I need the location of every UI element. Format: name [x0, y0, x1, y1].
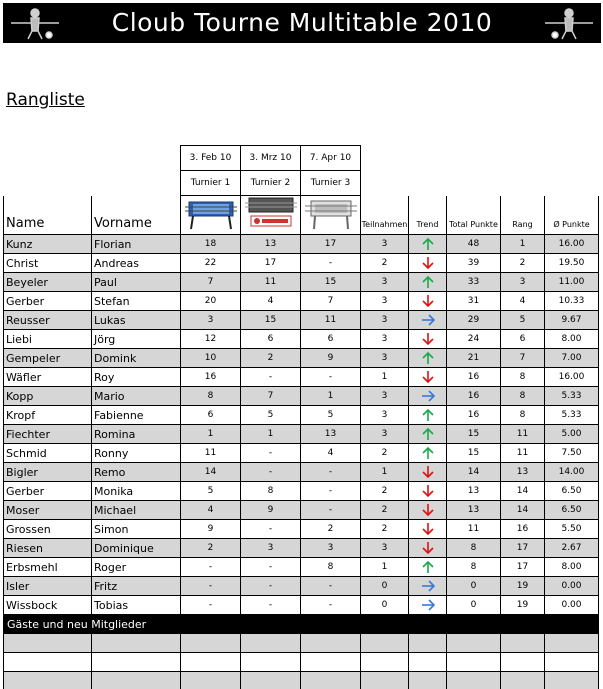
guests-section-label: Gäste und neu Mitglieder	[4, 615, 599, 634]
empty-cell	[92, 653, 181, 672]
score-turnier-2: -	[241, 463, 301, 482]
teilnahmen-value: 3	[361, 406, 409, 425]
score-turnier-2: -	[241, 577, 301, 596]
player-surname: Moser	[4, 501, 92, 520]
player-firstname: Remo	[92, 463, 181, 482]
score-turnier-1: 22	[181, 254, 241, 273]
rank-value: 5	[501, 311, 545, 330]
average-points-value: 9.67	[545, 311, 599, 330]
table-row	[4, 539, 599, 558]
total-points-value: 21	[447, 349, 501, 368]
trend-cell	[409, 539, 447, 558]
player-surname: Gempeler	[4, 349, 92, 368]
score-turnier-2: -	[241, 368, 301, 387]
teilnahmen-value: 3	[361, 330, 409, 349]
arrow-up-icon	[421, 275, 435, 289]
player-firstname: Andreas	[92, 254, 181, 273]
score-turnier-1: -	[181, 596, 241, 615]
score-turnier-1: 7	[181, 273, 241, 292]
total-points-value: 0	[447, 596, 501, 615]
empty-cell	[501, 672, 545, 689]
empty-cell	[92, 672, 181, 689]
empty-row	[4, 634, 599, 653]
empty-cell	[409, 672, 447, 689]
average-points-value: 16.00	[545, 235, 599, 254]
table-row	[4, 254, 599, 273]
rank-value: 16	[501, 520, 545, 539]
column-header-trend: Trend	[409, 196, 447, 235]
arrow-down-icon	[421, 332, 435, 346]
score-turnier-1: 20	[181, 292, 241, 311]
arrow-down-icon	[421, 522, 435, 536]
table-row	[4, 577, 599, 596]
trend-cell	[409, 558, 447, 577]
arrow-down-icon	[421, 256, 435, 270]
score-turnier-2: -	[241, 520, 301, 539]
player-firstname: Roger	[92, 558, 181, 577]
score-turnier-2: 9	[241, 501, 301, 520]
trend-cell	[409, 330, 447, 349]
average-points-value: 8.00	[545, 330, 599, 349]
teilnahmen-value: 3	[361, 311, 409, 330]
score-turnier-3: -	[301, 368, 361, 387]
tournament-name: Turnier 2	[241, 171, 301, 196]
teilnahmen-value: 0	[361, 596, 409, 615]
tournament-name: Turnier 1	[181, 171, 241, 196]
trend-cell	[409, 235, 447, 254]
average-points-value: 0.00	[545, 596, 599, 615]
table-row	[4, 406, 599, 425]
table-row	[4, 311, 599, 330]
score-turnier-2: 3	[241, 539, 301, 558]
player-surname: Schmid	[4, 444, 92, 463]
average-points-value: 0.00	[545, 577, 599, 596]
score-turnier-3: -	[301, 482, 361, 501]
table-row	[4, 425, 599, 444]
arrow-down-icon	[421, 484, 435, 498]
score-turnier-1: 3	[181, 311, 241, 330]
average-points-value: 19.50	[545, 254, 599, 273]
trend-cell	[409, 425, 447, 444]
score-turnier-3: 2	[301, 520, 361, 539]
score-turnier-1: 18	[181, 235, 241, 254]
trend-cell	[409, 501, 447, 520]
trend-cell	[409, 482, 447, 501]
arrow-right-icon	[421, 389, 435, 403]
rank-value: 8	[501, 368, 545, 387]
average-points-value: 16.00	[545, 368, 599, 387]
arrow-up-icon	[421, 560, 435, 574]
trend-cell	[409, 520, 447, 539]
average-points-value: 5.33	[545, 406, 599, 425]
player-surname: Gerber	[4, 292, 92, 311]
teilnahmen-value: 0	[361, 577, 409, 596]
total-points-value: 14	[447, 463, 501, 482]
total-points-value: 8	[447, 558, 501, 577]
total-points-value: 13	[447, 501, 501, 520]
teilnahmen-value: 3	[361, 539, 409, 558]
rank-value: 7	[501, 349, 545, 368]
player-surname: Riesen	[4, 539, 92, 558]
foosball-table-icon	[305, 196, 357, 230]
rank-value: 11	[501, 444, 545, 463]
total-points-value: 48	[447, 235, 501, 254]
score-turnier-3: 9	[301, 349, 361, 368]
score-turnier-1: 2	[181, 539, 241, 558]
arrow-up-icon	[421, 427, 435, 441]
average-points-value: 6.50	[545, 501, 599, 520]
empty-cell	[409, 634, 447, 653]
empty-cell	[361, 634, 409, 653]
empty-cell	[545, 634, 599, 653]
player-firstname: Paul	[92, 273, 181, 292]
total-points-value: 39	[447, 254, 501, 273]
empty-cell	[301, 653, 361, 672]
teilnahmen-value: 1	[361, 463, 409, 482]
empty-cell	[4, 634, 92, 653]
score-turnier-3: -	[301, 463, 361, 482]
teilnahmen-value: 1	[361, 558, 409, 577]
player-surname: Liebi	[4, 330, 92, 349]
total-points-value: 8	[447, 539, 501, 558]
player-surname: Gerber	[4, 482, 92, 501]
arrow-up-icon	[421, 237, 435, 251]
empty-cell	[501, 653, 545, 672]
trend-cell	[409, 349, 447, 368]
teilnahmen-value: 2	[361, 482, 409, 501]
empty-cell	[301, 672, 361, 689]
rank-value: 3	[501, 273, 545, 292]
player-surname: Kopp	[4, 387, 92, 406]
table-image-cell	[301, 196, 361, 235]
teilnahmen-value: 3	[361, 425, 409, 444]
table-row	[4, 235, 599, 254]
tournament-date: 3. Feb 10	[181, 146, 241, 171]
total-points-value: 16	[447, 368, 501, 387]
table-row	[4, 368, 599, 387]
player-firstname: Lukas	[92, 311, 181, 330]
player-surname: Kunz	[4, 235, 92, 254]
score-turnier-3: 1	[301, 387, 361, 406]
teilnahmen-value: 1	[361, 368, 409, 387]
table-row	[4, 482, 599, 501]
average-points-value: 10.33	[545, 292, 599, 311]
player-firstname: Michael	[92, 501, 181, 520]
empty-cell	[447, 634, 501, 653]
player-firstname: Jörg	[92, 330, 181, 349]
teilnahmen-value: 2	[361, 520, 409, 539]
rank-value: 11	[501, 425, 545, 444]
arrow-down-icon	[421, 370, 435, 384]
foosball-table-icon	[245, 196, 297, 230]
trend-cell	[409, 273, 447, 292]
table-row	[4, 501, 599, 520]
score-turnier-3: -	[301, 501, 361, 520]
arrow-right-icon	[421, 313, 435, 327]
table-row	[4, 292, 599, 311]
total-points-value: 33	[447, 273, 501, 292]
empty-cell	[501, 634, 545, 653]
total-points-value: 29	[447, 311, 501, 330]
arrow-right-icon	[421, 579, 435, 593]
empty-cell	[361, 672, 409, 689]
player-surname: Erbsmehl	[4, 558, 92, 577]
trend-cell	[409, 387, 447, 406]
empty-row	[4, 653, 599, 672]
player-firstname: Stefan	[92, 292, 181, 311]
player-firstname: Florian	[92, 235, 181, 254]
teilnahmen-value: 3	[361, 387, 409, 406]
player-surname: Wissbock	[4, 596, 92, 615]
teilnahmen-value: 3	[361, 292, 409, 311]
score-turnier-3: -	[301, 596, 361, 615]
player-surname: Wäfler	[4, 368, 92, 387]
player-surname: Isler	[4, 577, 92, 596]
arrow-down-icon	[421, 541, 435, 555]
score-turnier-3: 6	[301, 330, 361, 349]
average-points-value: 7.50	[545, 444, 599, 463]
score-turnier-2: 4	[241, 292, 301, 311]
tournament-date: 3. Mrz 10	[241, 146, 301, 171]
score-turnier-2: 6	[241, 330, 301, 349]
score-turnier-3: 5	[301, 406, 361, 425]
trend-cell	[409, 577, 447, 596]
total-points-value: 11	[447, 520, 501, 539]
score-turnier-1: 12	[181, 330, 241, 349]
teilnahmen-value: 2	[361, 254, 409, 273]
tournament-date: 7. Apr 10	[301, 146, 361, 171]
table-row	[4, 330, 599, 349]
empty-cell	[301, 634, 361, 653]
score-turnier-2: 5	[241, 406, 301, 425]
empty-cell	[409, 653, 447, 672]
trend-cell	[409, 444, 447, 463]
score-turnier-2: 2	[241, 349, 301, 368]
empty-cell	[447, 672, 501, 689]
trend-cell	[409, 596, 447, 615]
table-row	[4, 558, 599, 577]
average-points-value: 8.00	[545, 558, 599, 577]
average-points-value: 5.00	[545, 425, 599, 444]
score-turnier-3: 15	[301, 273, 361, 292]
player-surname: Christ	[4, 254, 92, 273]
score-turnier-3: -	[301, 254, 361, 273]
score-turnier-2: -	[241, 444, 301, 463]
score-turnier-1: -	[181, 558, 241, 577]
teilnahmen-value: 2	[361, 444, 409, 463]
player-firstname: Roy	[92, 368, 181, 387]
score-turnier-2: 7	[241, 387, 301, 406]
score-turnier-2: 17	[241, 254, 301, 273]
tournament-name: Turnier 3	[301, 171, 361, 196]
score-turnier-1: 1	[181, 425, 241, 444]
teilnahmen-value: 3	[361, 273, 409, 292]
arrow-up-icon	[421, 408, 435, 422]
rank-value: 1	[501, 235, 545, 254]
rank-value: 17	[501, 558, 545, 577]
score-turnier-3: 11	[301, 311, 361, 330]
column-header-total: Total Punkte	[447, 196, 501, 235]
player-surname: Beyeler	[4, 273, 92, 292]
score-turnier-2: -	[241, 596, 301, 615]
empty-cell	[241, 653, 301, 672]
average-points-value: 6.50	[545, 482, 599, 501]
column-header-teilnahmen: Teilnahmen	[361, 196, 409, 235]
rank-value: 19	[501, 596, 545, 615]
table-row	[4, 520, 599, 539]
rank-value: 13	[501, 463, 545, 482]
trend-cell	[409, 463, 447, 482]
rank-value: 17	[501, 539, 545, 558]
table-image-cell	[181, 196, 241, 235]
average-points-value: 2.67	[545, 539, 599, 558]
column-header-avg: Ø Punkte	[545, 196, 599, 235]
empty-cell	[92, 634, 181, 653]
player-surname: Grossen	[4, 520, 92, 539]
player-surname: Kropf	[4, 406, 92, 425]
empty-cell	[241, 672, 301, 689]
average-points-value: 5.50	[545, 520, 599, 539]
table-row	[4, 349, 599, 368]
table-row	[4, 387, 599, 406]
player-firstname: Dominique	[92, 539, 181, 558]
total-points-value: 0	[447, 577, 501, 596]
rank-value: 14	[501, 501, 545, 520]
player-surname: Fiechter	[4, 425, 92, 444]
table-row	[4, 596, 599, 615]
player-firstname: Domink	[92, 349, 181, 368]
arrow-right-icon	[421, 598, 435, 612]
player-surname: Reusser	[4, 311, 92, 330]
player-firstname: Fritz	[92, 577, 181, 596]
table-row	[4, 273, 599, 292]
table-row	[4, 444, 599, 463]
score-turnier-1: 11	[181, 444, 241, 463]
rank-value: 8	[501, 406, 545, 425]
score-turnier-1: 5	[181, 482, 241, 501]
player-firstname: Mario	[92, 387, 181, 406]
empty-cell	[4, 672, 92, 689]
section-heading: Rangliste	[6, 90, 85, 110]
foosball-table-icon	[185, 196, 237, 230]
foosball-player-logo-icon	[543, 5, 595, 41]
player-surname: Bigler	[4, 463, 92, 482]
teilnahmen-value: 3	[361, 235, 409, 254]
empty-cell	[545, 672, 599, 689]
score-turnier-2: -	[241, 558, 301, 577]
player-firstname: Fabienne	[92, 406, 181, 425]
total-points-value: 15	[447, 425, 501, 444]
total-points-value: 15	[447, 444, 501, 463]
score-turnier-1: 9	[181, 520, 241, 539]
player-firstname: Simon	[92, 520, 181, 539]
score-turnier-2: 15	[241, 311, 301, 330]
total-points-value: 13	[447, 482, 501, 501]
rank-value: 6	[501, 330, 545, 349]
score-turnier-3: 7	[301, 292, 361, 311]
average-points-value: 5.33	[545, 387, 599, 406]
total-points-value: 31	[447, 292, 501, 311]
arrow-up-icon	[421, 446, 435, 460]
teilnahmen-value: 3	[361, 349, 409, 368]
score-turnier-2: 11	[241, 273, 301, 292]
player-firstname: Tobias	[92, 596, 181, 615]
empty-cell	[447, 653, 501, 672]
arrow-down-icon	[421, 294, 435, 308]
player-firstname: Monika	[92, 482, 181, 501]
total-points-value: 16	[447, 406, 501, 425]
score-turnier-3: -	[301, 577, 361, 596]
score-turnier-1: 16	[181, 368, 241, 387]
teilnahmen-value: 2	[361, 501, 409, 520]
rank-value: 4	[501, 292, 545, 311]
score-turnier-3: 13	[301, 425, 361, 444]
empty-row	[4, 672, 599, 689]
trend-cell	[409, 368, 447, 387]
rank-value: 2	[501, 254, 545, 273]
player-firstname: Ronny	[92, 444, 181, 463]
column-header-vorname: Vorname	[92, 196, 181, 235]
ranking-table	[3, 145, 599, 689]
score-turnier-3: 17	[301, 235, 361, 254]
guests-section-header	[4, 615, 599, 634]
table-row	[4, 463, 599, 482]
trend-cell	[409, 311, 447, 330]
empty-cell	[181, 653, 241, 672]
score-turnier-1: -	[181, 577, 241, 596]
score-turnier-3: 4	[301, 444, 361, 463]
empty-cell	[181, 634, 241, 653]
title-banner	[3, 3, 601, 43]
score-turnier-1: 4	[181, 501, 241, 520]
score-turnier-1: 6	[181, 406, 241, 425]
rank-value: 19	[501, 577, 545, 596]
trend-cell	[409, 254, 447, 273]
rank-value: 14	[501, 482, 545, 501]
total-points-value: 16	[447, 387, 501, 406]
page-title: Cloub Tourne Multitable 2010	[111, 8, 493, 37]
arrow-up-icon	[421, 351, 435, 365]
score-turnier-1: 10	[181, 349, 241, 368]
empty-cell	[4, 653, 92, 672]
empty-cell	[361, 653, 409, 672]
score-turnier-2: 1	[241, 425, 301, 444]
empty-cell	[181, 672, 241, 689]
column-header-rang: Rang	[501, 196, 545, 235]
score-turnier-3: 3	[301, 539, 361, 558]
rank-value: 8	[501, 387, 545, 406]
empty-cell	[545, 653, 599, 672]
player-firstname: Romina	[92, 425, 181, 444]
arrow-down-icon	[421, 503, 435, 517]
score-turnier-3: 8	[301, 558, 361, 577]
score-turnier-1: 8	[181, 387, 241, 406]
empty-cell	[241, 634, 301, 653]
score-turnier-2: 8	[241, 482, 301, 501]
score-turnier-1: 14	[181, 463, 241, 482]
average-points-value: 11.00	[545, 273, 599, 292]
arrow-down-icon	[421, 465, 435, 479]
table-image-cell	[241, 196, 301, 235]
score-turnier-2: 13	[241, 235, 301, 254]
total-points-value: 24	[447, 330, 501, 349]
column-header-name: Name	[4, 196, 92, 235]
trend-cell	[409, 406, 447, 425]
average-points-value: 7.00	[545, 349, 599, 368]
average-points-value: 14.00	[545, 463, 599, 482]
trend-cell	[409, 292, 447, 311]
